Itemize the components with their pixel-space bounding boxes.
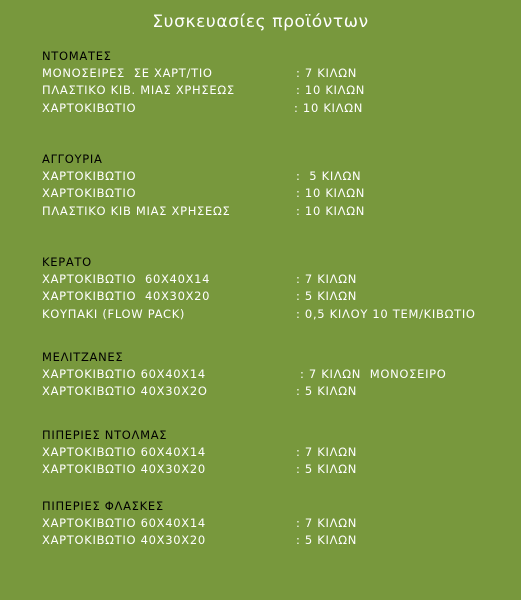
page-title: Συσκευασίες προϊόντων: [152, 12, 369, 32]
packaging-row: [42, 65, 512, 82]
packaging-type: ΚΟΥΠΑΚΙ (FLOW PACK): [42, 306, 186, 321]
packaging-type: ΧΑΡΤΟΚΙΒΩΤΙΟ 40Χ30Χ20: [42, 533, 206, 548]
packaging-row: [42, 383, 512, 400]
packaging-type: ΠΛΑΣΤΙΚΟ ΚΙΒ. ΜΙΑΣ ΧΡΗΣΕΩΣ: [42, 83, 235, 98]
packaging-weight: : 7 ΚΙΛΩΝ: [296, 516, 357, 530]
packaging-weight: : 7 ΚΙΛΩΝ ΜΟΝΟΣΕΙΡΟ: [300, 367, 447, 381]
section-eggplants: [42, 349, 512, 401]
packaging-row: [42, 100, 512, 117]
section-heading: ΜΕΛΙΤΖΑΝΕΣ: [42, 350, 124, 364]
section-peppers-dolmas: [42, 427, 512, 479]
packaging-type: ΧΑΡΤΟΚΙΒΩΤΙΟ: [42, 100, 137, 115]
section-cucumbers: [42, 151, 512, 220]
section-peppers-flaskes: [42, 498, 512, 550]
section-heading: ΠΙΠΕΡΙΕΣ ΦΛΑΣΚΕΣ: [42, 499, 164, 513]
packaging-row: [42, 532, 512, 549]
packaging-type: ΧΑΡΤΟΚΙΒΩΤΙΟ: [42, 186, 137, 201]
section-tomatoes: [42, 48, 512, 117]
packaging-row: [42, 288, 512, 305]
packaging-type: ΠΛΑΣΤΙΚΟ ΚΙΒ ΜΙΑΣ ΧΡΗΣΕΩΣ: [42, 203, 231, 218]
packaging-row: [42, 461, 512, 478]
packaging-type: ΧΑΡΤΟΚΙΒΩΤΙΟ 60Χ40Χ14: [42, 516, 206, 530]
packaging-weight: : 10 ΚΙΛΩΝ: [296, 83, 366, 98]
packaging-weight: : 10 ΚΙΛΩΝ: [296, 203, 366, 218]
packaging-row: [42, 515, 512, 532]
packaging-weight: : 7 ΚΙΛΩΝ: [296, 445, 357, 459]
packaging-type: ΧΑΡΤΟΚΙΒΩΤΙΟ 40Χ30Χ20: [42, 462, 206, 477]
packaging-weight: : 5 ΚΙΛΩΝ: [296, 289, 357, 304]
packaging-type: ΧΑΡΤΟΚΙΒΩΤΙΟ 40Χ30Χ2Ο: [42, 384, 208, 399]
packaging-type: ΧΑΡΤΟΚΙΒΩΤΙΟ 60Χ40Χ14: [42, 272, 211, 286]
packaging-row: [42, 82, 512, 99]
packaging-row: [42, 444, 512, 461]
packaging-row: [42, 366, 512, 383]
packaging-row: [42, 306, 512, 323]
packaging-type: ΧΑΡΤΟΚΙΒΩΤΙΟ 60Χ40Χ14: [42, 367, 206, 381]
packaging-weight: : 0,5 ΚΙΛΟΥ 10 ΤΕΜ/ΚΙΒΩΤΙΟ: [296, 306, 476, 321]
packaging-row: [42, 168, 512, 185]
packaging-type: ΧΑΡΤΟΚΙΒΩΤΙΟ 60Χ40Χ14: [42, 445, 206, 459]
packaging-weight: : 10 ΚΙΛΩΝ: [294, 100, 364, 115]
packaging-type: ΜΟΝΟΣΕΙΡΕΣ ΣΕ ΧΑΡΤ/ΤΙΟ: [42, 66, 213, 80]
packaging-weight: : 5 ΚΙΛΩΝ: [296, 462, 357, 477]
section-kerato: [42, 254, 512, 323]
section-heading: ΝΤΟΜΑΤΕΣ: [42, 49, 112, 63]
packaging-row: [42, 271, 512, 288]
packaging-row: [42, 203, 512, 220]
packaging-weight: : 5 ΚΙΛΩΝ: [296, 169, 362, 183]
packaging-type: ΧΑΡΤΟΚΙΒΩΤΙΟ 40Χ30Χ20: [42, 289, 211, 304]
packaging-type: ΧΑΡΤΟΚΙΒΩΤΙΟ: [42, 169, 137, 183]
packaging-weight: : 7 ΚΙΛΩΝ: [296, 66, 357, 80]
section-heading: ΑΓΓΟΥΡΙΑ: [42, 152, 103, 166]
packaging-weight: : 5 ΚΙΛΩΝ: [296, 533, 357, 548]
packaging-row: [42, 185, 512, 202]
section-heading: ΚΕΡΑΤΟ: [42, 255, 92, 269]
section-heading: ΠΙΠΕΡΙΕΣ ΝΤΟΛΜΑΣ: [42, 428, 168, 442]
packaging-weight: : 5 ΚΙΛΩΝ: [296, 384, 357, 399]
packaging-weight: : 10 ΚΙΛΩΝ: [296, 186, 366, 201]
packaging-weight: : 7 ΚΙΛΩΝ: [296, 272, 357, 286]
